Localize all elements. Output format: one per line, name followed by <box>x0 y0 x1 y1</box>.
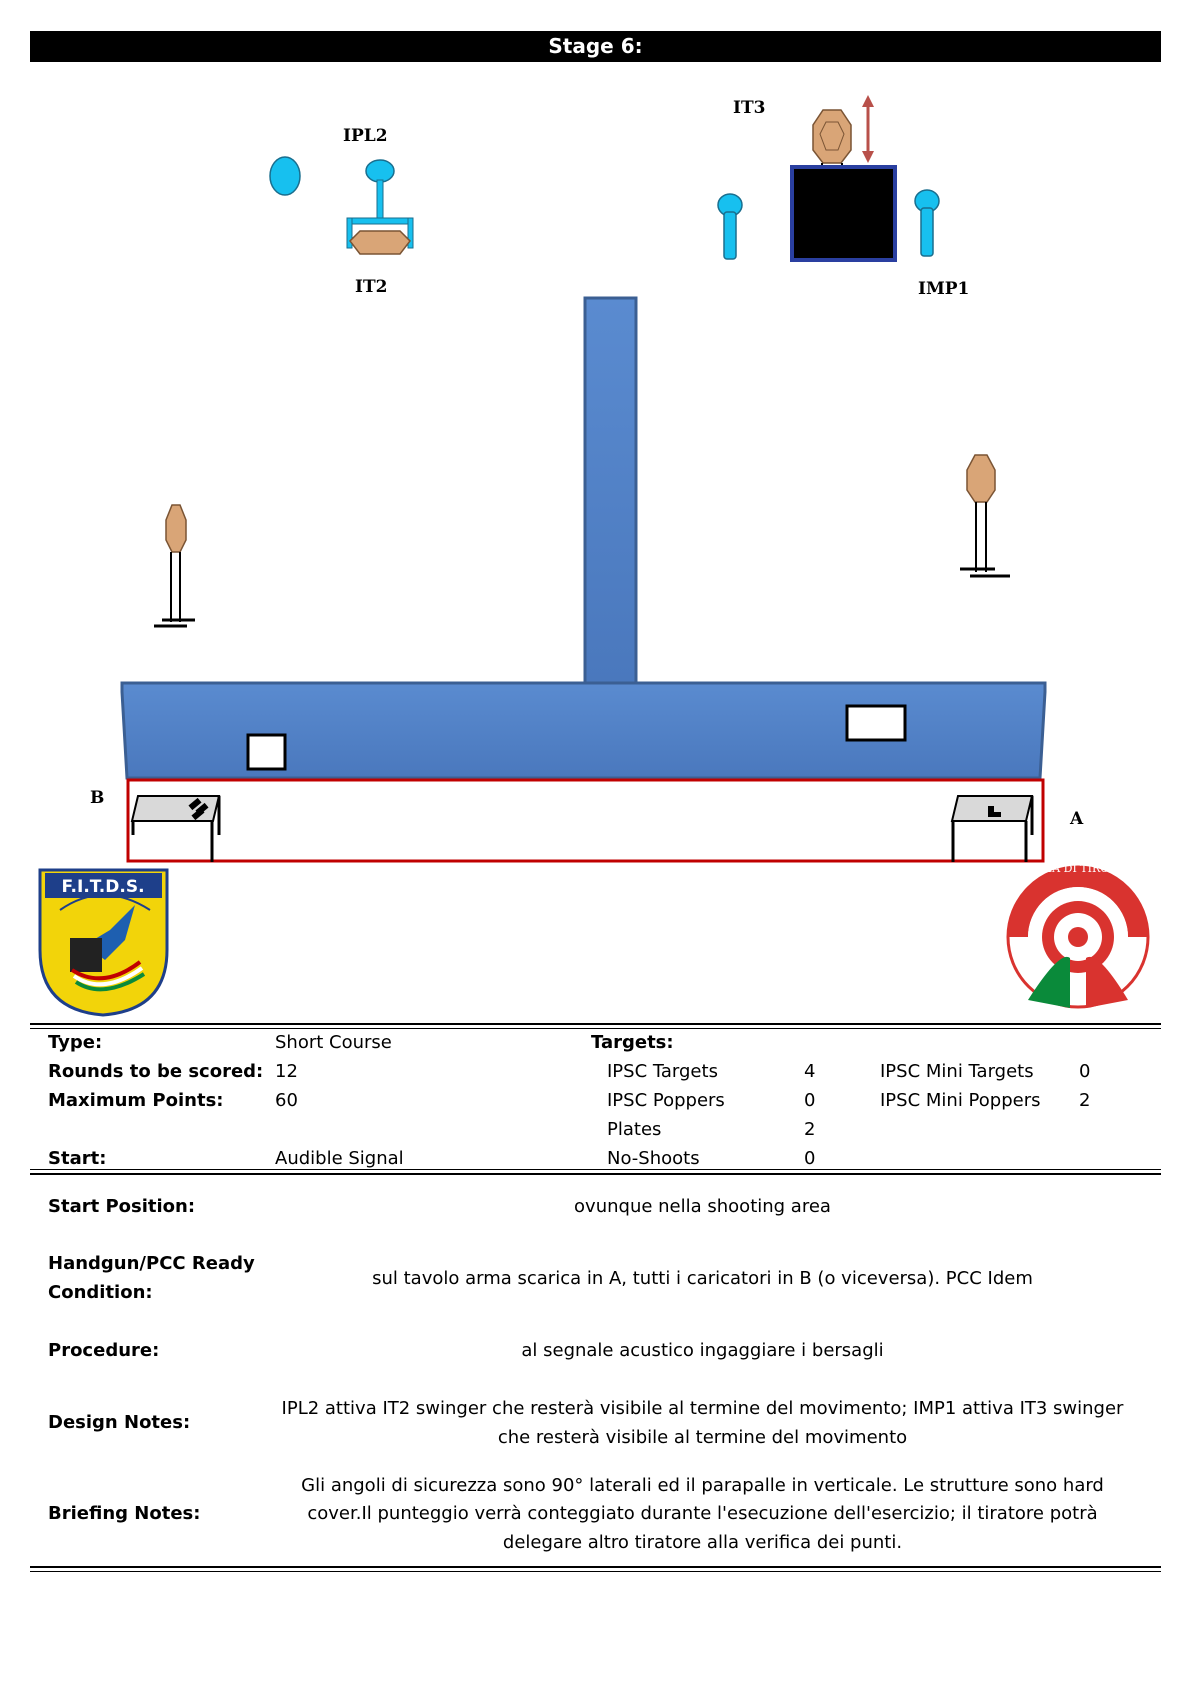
summary-bottom-rule <box>30 1169 1161 1170</box>
ready-condition-label-2: Condition: <box>48 1282 153 1303</box>
it2-label: IT2 <box>355 277 388 297</box>
ipl2-label: IPL2 <box>343 126 388 146</box>
no-shoots-count: 0 <box>804 1148 816 1169</box>
rounds-label: Rounds to be scored: <box>48 1061 264 1082</box>
design-notes-line-1: IPL2 attiva IT2 swinger che resterà visibile al termine del movimento; IMP1 attiva IT3 swinger <box>281 1398 1124 1419</box>
design-notes-line-2: che resterà visibile al termine del movimento <box>497 1427 908 1448</box>
targets-label: Targets: <box>591 1032 674 1053</box>
imp1-popper <box>915 190 939 256</box>
briefing-notes-label: Briefing Notes: <box>48 1503 201 1524</box>
details-bottom-rule <box>30 1566 1161 1568</box>
type-label: Type: <box>48 1032 103 1053</box>
ipsc-targets-count: 4 <box>804 1061 816 1082</box>
ready-condition-label-1: Handgun/PCC Ready <box>48 1253 255 1274</box>
table-a <box>952 796 1032 862</box>
mini-poppers-name: IPSC Mini Poppers <box>880 1090 1041 1111</box>
max-points-value: 60 <box>275 1090 298 1111</box>
table-b <box>132 796 219 862</box>
port-left <box>248 735 285 769</box>
it3-cover-box <box>792 167 895 260</box>
it2-target <box>350 231 410 254</box>
mini-popper-left <box>718 194 742 259</box>
swing-arrow-icon <box>862 95 874 163</box>
type-value: Short Course <box>275 1032 392 1053</box>
start-position-label: Start Position: <box>48 1196 196 1217</box>
max-points-label: Maximum Points: <box>48 1090 224 1111</box>
it3-target <box>813 110 851 170</box>
start-label: Start: <box>48 1148 107 1169</box>
accademia-logo <box>986 862 1170 1008</box>
start-value: Audible Signal <box>275 1148 404 1169</box>
fitds-logo <box>40 870 167 1015</box>
b-label: B <box>90 788 105 808</box>
start-position-value: ovunque nella shooting area <box>574 1196 831 1217</box>
briefing-notes-line-2: cover.Il punteggio verrà conteggiato durante l'esecuzione dell'esercizio; il tiratore potrà <box>307 1503 1098 1524</box>
details-bottom-rule-2 <box>30 1571 1161 1572</box>
stage-diagram <box>0 70 1191 1030</box>
fitds-logo-text: F.I.T.D.S. <box>61 877 145 897</box>
ready-condition-value: sul tavolo arma scarica in A, tutti i caricatori in B (o viceversa). PCC Idem <box>372 1268 1033 1289</box>
mini-targets-count: 0 <box>1079 1061 1091 1082</box>
a-label: A <box>1070 809 1084 829</box>
mini-poppers-count: 2 <box>1079 1090 1091 1111</box>
no-shoots-name: No-Shoots <box>607 1148 700 1169</box>
summary-bottom-rule-2 <box>30 1173 1161 1175</box>
plates-count: 2 <box>804 1119 816 1140</box>
rounds-value: 12 <box>275 1061 298 1082</box>
summary-top-rule <box>30 1023 1161 1025</box>
ipsc-targets-name: IPSC Targets <box>607 1061 718 1082</box>
ipsc-target-left <box>154 505 195 626</box>
briefing-notes-line-3: delegare altro tiratore alla verifica dei punti. <box>502 1532 903 1553</box>
center-wall <box>585 298 636 683</box>
design-notes-label: Design Notes: <box>48 1412 191 1433</box>
ipsc-target-right <box>960 455 1010 576</box>
imp1-label: IMP1 <box>918 279 970 299</box>
plate-left <box>270 157 300 195</box>
mini-targets-name: IPSC Mini Targets <box>880 1061 1034 1082</box>
procedure-value: al segnale acustico ingaggiare i bersagli <box>521 1340 884 1361</box>
ipsc-poppers-count: 0 <box>804 1090 816 1111</box>
plates-name: Plates <box>607 1119 662 1140</box>
port-right <box>847 706 905 740</box>
ipsc-poppers-name: IPSC Poppers <box>607 1090 725 1111</box>
procedure-label: Procedure: <box>48 1340 160 1361</box>
accademia-logo-text: ACCADEMIA DI TIRO ITALIANA <box>987 862 1169 875</box>
it3-label: IT3 <box>733 98 766 118</box>
briefing-notes-line-1: Gli angoli di sicurezza sono 90° laterali ed il parapalle in verticale. Le strutture sono hard <box>301 1475 1104 1496</box>
stage-title: Stage 6: <box>30 31 1161 62</box>
shooting-area <box>128 780 1043 861</box>
